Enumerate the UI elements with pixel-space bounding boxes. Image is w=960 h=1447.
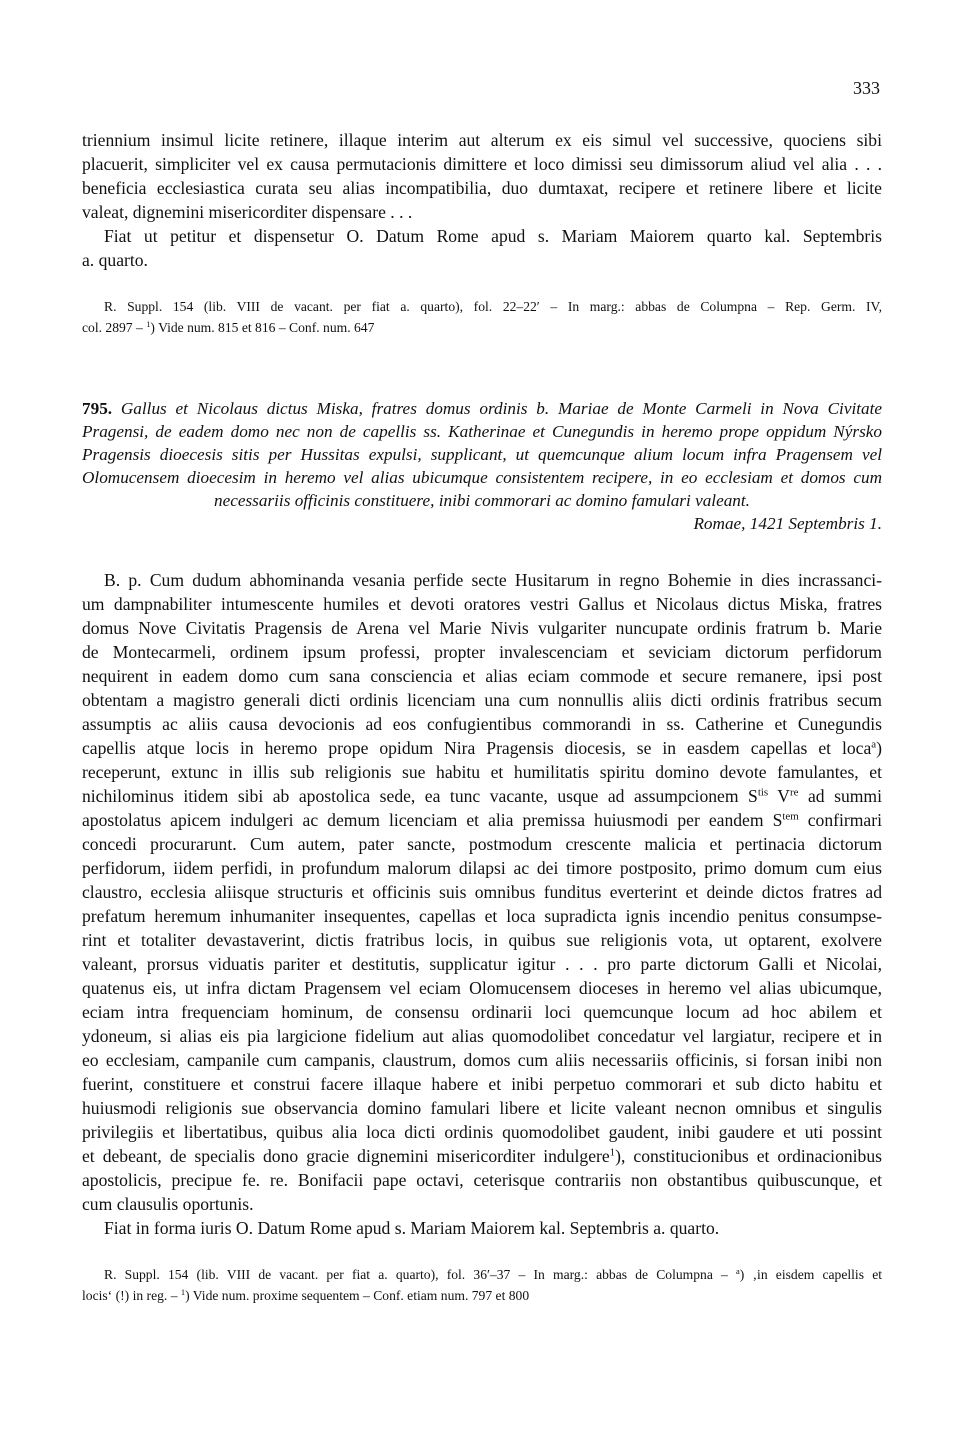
body-line: eo ecclesiam, campanile cum campanis, claustrum, domos cum aliis necessariis officinis, si forsan inibi non [82, 1050, 882, 1070]
entry-body [82, 568, 882, 1240]
footnote-marker: 1 [609, 1146, 616, 1159]
entry-number: 795. [82, 399, 113, 418]
note-line: col. 2897 – $^1$) Vide num. 815 et 816 – Conf. num. 647 [82, 318, 375, 335]
body-line: privilegiis et libertatibus, quibus alia loca dicti ordinis quomodolibet gaudent, inibi gaudere et uti possint [82, 1122, 882, 1142]
body-line: de Montecarmeli, ordinem ipsum professi, propter invalescenciam et seviciam dictorum perfidorum [82, 642, 882, 662]
text-line: placuerit, simpliciter vel ex causa permutacionis dimittere et loco dimissi seu dimissorum aliud vel alia . . . [82, 154, 882, 174]
body-line: ydoneum, si alias eis pia largicione fidelium aut alias quomodolibet concedatur vel largiatur, recipere et in [82, 1026, 882, 1046]
heading-line: Pragensi, de eadem domo nec non de capellis ss. Katherinae et Cunegundis in heremo prope oppidum Nýrsko [82, 422, 882, 441]
fiat-line: a. quarto. [82, 250, 148, 270]
body-line: claustro, ecclesia aliisque structuris et officinis suis omnibus funditus everterint et deinde dictos fratres ad [82, 882, 882, 902]
archival-note-previous [82, 296, 882, 338]
body-line: capellis atque locis in heremo prope opidum Nira Pragensis diocesis, se in easdem capellas et loca$^a$) [82, 738, 882, 758]
heading-line: Pragensis dioecesis sitis per Hussitas expulsi, supplicant, ut quemcunque alium locum infra Pragensem vel [82, 445, 882, 464]
body-line: quatenus eis, ut infra dictam Pragensem vel eciam Olomucensem dioceses in heremo vel alias ubicumque, [82, 978, 882, 998]
note-line: R. Suppl. 154 (lib. VIII de vacant. per fiat a. quarto), fol. 36′–37 – In marg.: abbas de Columpna – $^a$) ‚in eisdem capellis et [104, 1265, 882, 1282]
body-line: concedi procurarunt. Cum autem, pater sancte, postmodum crescente malicia et pertinacia dictorum [82, 834, 882, 854]
fiat-line: Fiat in forma iuris O. Datum Rome apud s. Mariam Maiorem kal. Septembris a. quarto. [104, 1218, 720, 1238]
body-line: huiusmodi religionis sue observancia domino famulari libere et licite valeant necnon omnibus et singulis [82, 1098, 882, 1118]
body-line: obtentam a magistro generali dicti ordinis licenciam una cum nonnullis aliis dicti ordinis fratribus secum [82, 690, 882, 710]
previous-entry-text [82, 128, 882, 272]
body-line: valeant, prorsus viduatis pariter et destitutis, supplicatur igitur . . . pro parte dictorum Galli et Nicolai, [82, 954, 882, 974]
body-line: eciam intra frequenciam hominum, de consensu ordinarii loci quemcunque locum ad hoc abilem et [82, 1002, 882, 1022]
text-line: beneficia ecclesiastica curata seu alias incompatibilia, duo dumtaxat, recipere et retinere libere et licite [82, 178, 882, 198]
body-line: perfidorum, iidem perfidi, in profundum malorum dilapsi ac dei timore postposito, primo domum cum eius [82, 858, 882, 878]
body-line: receperunt, extunc in illis sub religionis sue habitu et humilitatis spiritu domino devote famulantes, et [82, 762, 882, 782]
body-line: rint et totaliter devastaverint, dictis fratribus locis, in quibus sue religionis vota, ut optarent, exolvere [82, 930, 882, 950]
text-line: valeat, dignemini misericorditer dispensare . . . [82, 202, 413, 222]
body-line: cum clausulis oportunis. [82, 1194, 254, 1214]
body-line: et debeant, de specialis dono gracie dignemini misericorditer indulgere$^1$), constitucionibus et ordinacionibus [82, 1146, 882, 1166]
footnote-marker: a [871, 738, 877, 751]
footnote-marker: 1 [146, 318, 151, 329]
footnote-marker: 1 [180, 1286, 186, 1297]
body-line: B. p. Cum dudum abhominanda vesania perfide secte Husitarum in regno Bohemie in dies incrassanci- [104, 570, 882, 590]
body-line: domus Nove Civitatis Pragensis de Arena vel Marie Nivis vulgariter nuncupate ordinis fratrum b. Marie [82, 618, 882, 638]
heading-line: 795. Gallus et Nicolaus dictus Miska, fratres domus ordinis b. Mariae de Monte Carmeli in Nova Civitate [82, 399, 882, 418]
body-line: nichilominus itidem sibi ab apostolica sede, ea tunc vacante, usque ad assumpcionem $S^{tis}$ Vre ad summi [82, 786, 882, 806]
note-line: locis‘ (!) in reg. – $^1$) Vide num. proxime sequentem – Conf. etiam num. 797 et 800 [82, 1286, 530, 1303]
entry-date: Romae, 1421 Septembris 1. [693, 514, 882, 533]
body-line: um dampnabiliter intumescente humiles et devoti oratores vestri Gallus et Nicolaus dictus Miska, fratres [82, 594, 882, 614]
entry-heading [82, 397, 882, 535]
body-line: fuerint, constituere et construi facere illaque habere et inibi perpetuo commorari et sub dicto habitu et [82, 1074, 882, 1094]
fiat-line: Fiat ut petitur et dispensetur O. Datum Rome apud s. Mariam Maiorem quarto kal. Septembris [104, 226, 882, 246]
body-line: apostolicis, precipue fe. re. Bonifacii pape octavi, ceterisque contrariis non obstantibus quibuscunque, et [82, 1170, 882, 1190]
body-line: prefatum heremum inhumaniter insequentes, capellas et loca supradicta ignis incendio penitus consumpse- [82, 906, 882, 926]
text-line: triennium insimul licite retinere, illaque interim aut alterum ex eis simul vel successive, quociens sibi [82, 130, 882, 150]
note-line: R. Suppl. 154 (lib. VIII de vacant. per fiat a. quarto), fol. 22–22′ – In marg.: abbas de Columpna – Rep. Germ. IV, [104, 299, 882, 314]
body-line: nequirent in eadem domo cum sana consciencia et alias eciam commode et secure remanere, ipsi post [82, 666, 882, 686]
heading-line: Olomucensem dioecesim in heremo vel alias ubicumque consistentem recipere, in eo ecclesiam et domos cum [82, 468, 882, 487]
body-line: apostolatus apicem indulgeri ac demum licenciam et alia premissa huiusmodi per eandem $S^{tem}$ confirmari [82, 810, 882, 830]
body-line: assumptis ac aliis causa devocionis ad eos confugientibus commorandi in ss. Catherine et Cunegundis [82, 714, 882, 734]
page-number: 333 [853, 78, 880, 98]
footnote-marker: a [736, 1265, 740, 1276]
heading-line: necessariis officinis constituere, inibi commorari ac domino famulari valeant. [214, 491, 750, 510]
archival-note-entry [82, 1264, 882, 1306]
